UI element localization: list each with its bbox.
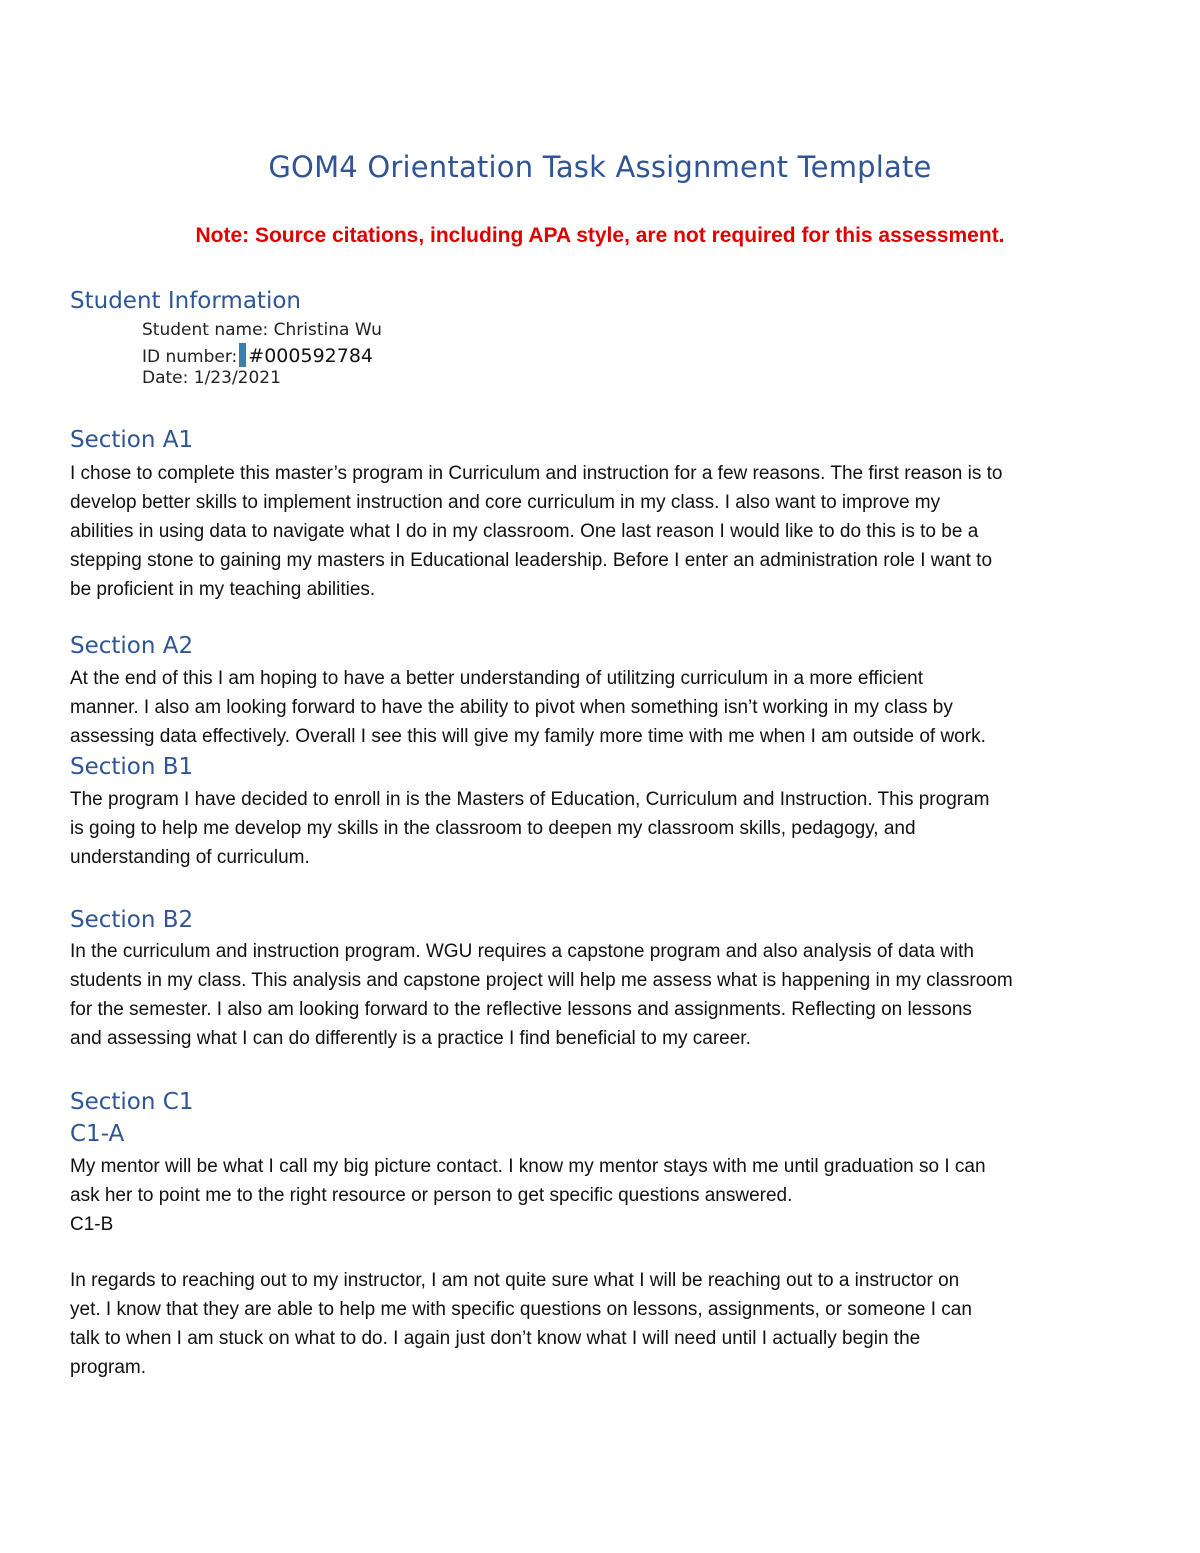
student-info-heading: Student Information: [70, 288, 301, 314]
paragraph-line: students in my class. This analysis and capstone project will help me assess what is happening in my classroom: [70, 970, 1013, 991]
paragraph-line: understanding of curriculum.: [70, 847, 310, 868]
section-b1-body: [70, 785, 1140, 872]
paragraph-line: talk to when I am stuck on what to do. I again just don’t know what I will need until I actually begin the: [70, 1328, 921, 1349]
text-cursor-marker: [239, 343, 246, 367]
paragraph-line: In the curriculum and instruction program. WGU requires a capstone program and also analysis of data with: [70, 941, 974, 962]
paragraph-line: yet. I know that they are able to help me with specific questions on lessons, assignments, or someone I can: [70, 1299, 972, 1320]
section-a1-heading: Section A1: [70, 427, 194, 453]
paragraph-line: In regards to reaching out to my instructor, I am not quite sure what I will be reaching out to a instructor on: [70, 1270, 960, 1291]
paragraph-line: My mentor will be what I call my big picture contact. I know my mentor stays with me until graduation so I can: [70, 1156, 986, 1177]
paragraph-line: The program I have decided to enroll in is the Masters of Education, Curriculum and Instruction. This program: [70, 789, 990, 810]
section-a2-body: [70, 664, 1140, 751]
paragraph-line: ask her to point me to the right resource or person to get specific questions answered.: [70, 1185, 793, 1206]
paragraph-line: stepping stone to gaining my masters in Educational leadership. Before I enter an administration role I want to: [70, 550, 993, 571]
paragraph-line: be proficient in my teaching abilities.: [70, 579, 376, 600]
paragraph-line: manner. I also am looking forward to have the ability to pivot when something isn’t working in my class by: [70, 697, 953, 718]
paragraph-line: for the semester. I also am looking forward to the reflective lessons and assignments. Reflecting on lessons: [70, 999, 972, 1020]
paragraph-line: program.: [70, 1357, 147, 1378]
paragraph-line: develop better skills to implement instruction and core curriculum in my class. I also want to improve my: [70, 492, 941, 513]
section-c1b-body: [70, 1266, 1140, 1382]
section-c1b-label: C1-B: [70, 1214, 114, 1235]
document-title: GOM4 Orientation Task Assignment Template: [268, 150, 932, 184]
section-b1-heading: Section B1: [70, 754, 194, 780]
paragraph-line: At the end of this I am hoping to have a better understanding of utilitzing curriculum in a more efficient: [70, 668, 924, 689]
student-id-label: ID number:: [142, 347, 238, 367]
paragraph-line: and assessing what I can do differently is a practice I find beneficial to my career.: [70, 1028, 751, 1049]
section-c1-heading: Section C1: [70, 1089, 194, 1115]
student-id-line: [142, 343, 373, 367]
section-a1-body: [70, 459, 1140, 604]
section-c1a-heading: C1-A: [70, 1121, 125, 1147]
section-a2-heading: Section A2: [70, 633, 194, 659]
date-line: Date: 1/23/2021: [142, 368, 281, 388]
paragraph-line: is going to help me develop my skills in the classroom to deepen my classroom skills, pedagogy, and: [70, 818, 916, 839]
section-c1a-body: [70, 1152, 1140, 1239]
paragraph-line: assessing data effectively. Overall I see this will give my family more time with me when I am outside of work.: [70, 726, 986, 747]
paragraph-line: I chose to complete this master’s program in Curriculum and instruction for a few reasons. The first reason is to: [70, 463, 1003, 484]
section-b2-heading: Section B2: [70, 907, 194, 933]
section-b2-body: [70, 937, 1140, 1053]
citation-note: Note: Source citations, including APA style, are not required for this assessment.: [195, 224, 1005, 247]
student-id-value: #000592784: [248, 345, 374, 367]
paragraph-line: abilities in using data to navigate what I do in my classroom. One last reason I would like to do this is to be a: [70, 521, 979, 542]
student-name-line: Student name: Christina Wu: [142, 320, 382, 340]
